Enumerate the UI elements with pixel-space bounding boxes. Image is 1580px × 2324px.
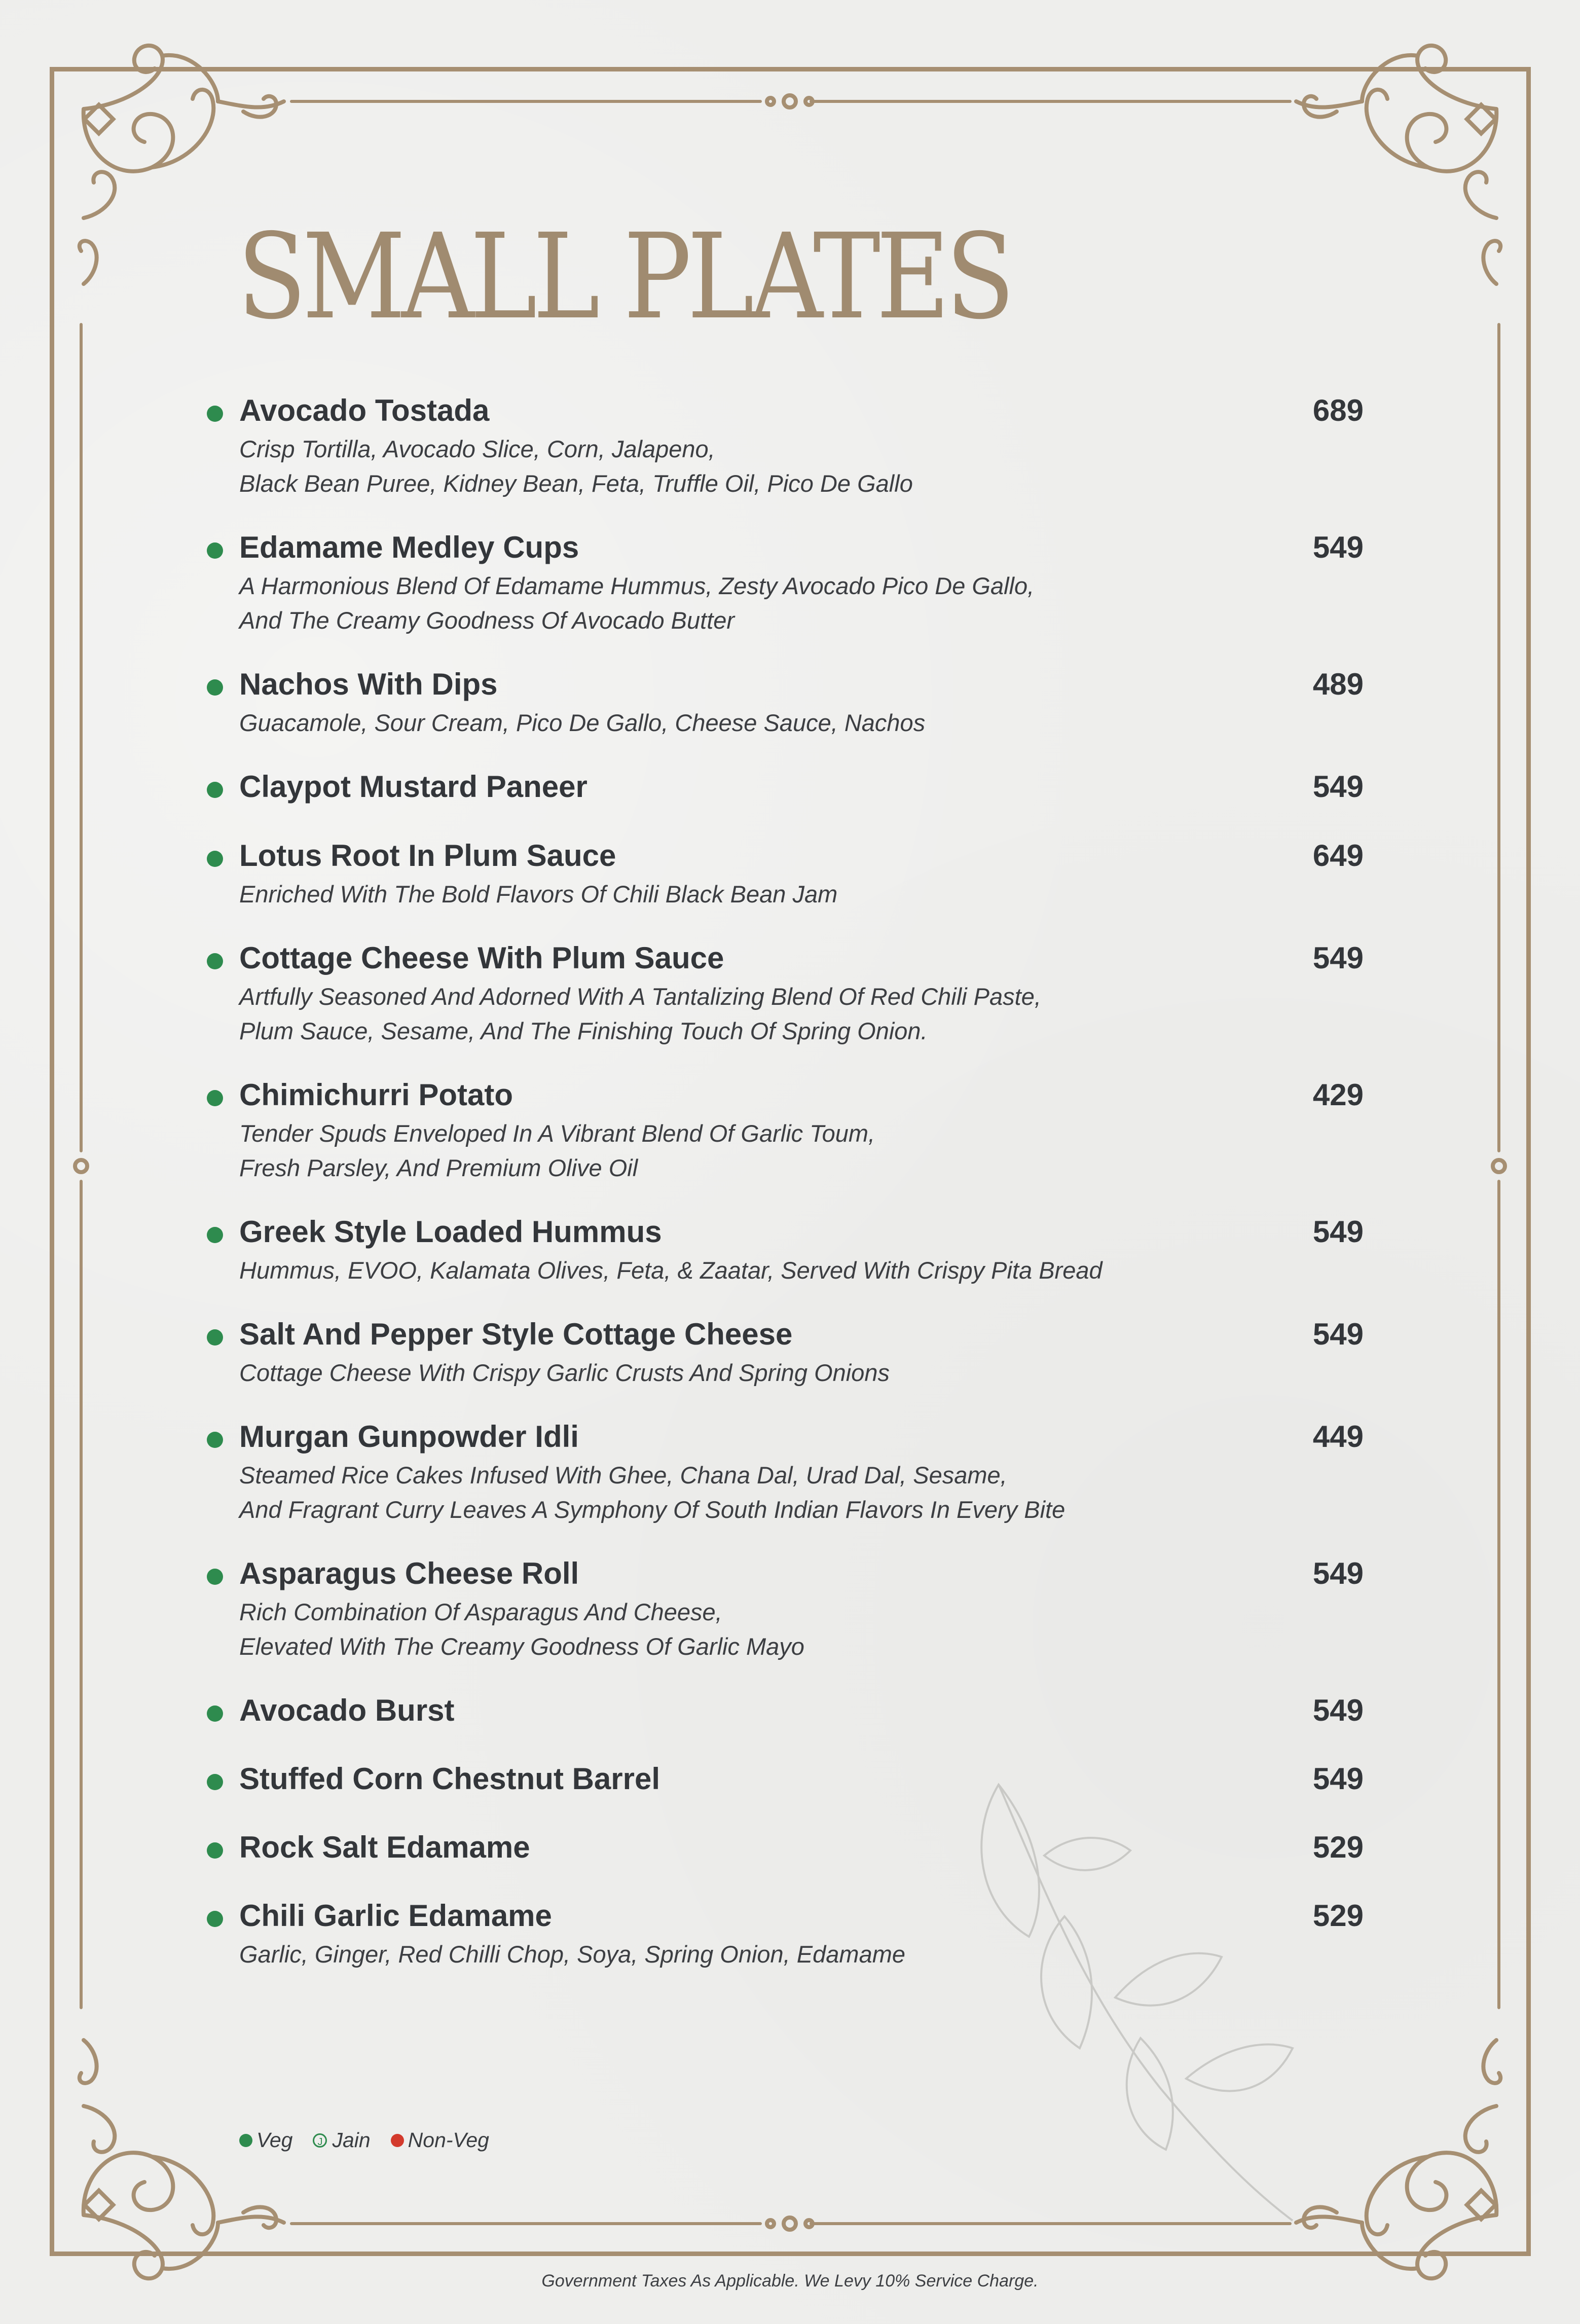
diet-legend <box>239 2128 509 2152</box>
menu-item-description <box>239 1937 905 1972</box>
veg-dot-icon <box>207 1090 223 1106</box>
menu-item-price: 449 <box>1312 1420 1364 1454</box>
veg-dot-icon <box>207 1227 223 1243</box>
menu-item-description-line: Crisp Tortilla, Avocado Slice, Corn, Jalapeno, <box>239 435 715 462</box>
veg-dot-icon <box>207 542 223 559</box>
veg-dot-icon <box>207 782 223 798</box>
menu-item-name: Avocado Tostada <box>239 393 490 427</box>
page-title: SMALL PLATES <box>237 208 1011 345</box>
menu-item-description-line: Elevated With The Creamy Goodness Of Garlic Mayo <box>239 1633 804 1660</box>
legend-veg-label: Veg <box>256 2128 293 2152</box>
menu-item-price: 529 <box>1312 1830 1364 1864</box>
menu-item-description <box>239 569 1034 638</box>
menu-item-description-line: Guacamole, Sour Cream, Pico De Gallo, Cheese Sauce, Nachos <box>239 709 926 736</box>
menu-item-name: Stuffed Corn Chestnut Barrel <box>239 1762 660 1796</box>
menu-item-name: Edamame Medley Cups <box>239 530 579 564</box>
menu-item-price: 549 <box>1312 1762 1364 1796</box>
menu-item-description <box>239 432 913 501</box>
menu-item-name: Claypot Mustard Paneer <box>239 770 587 804</box>
veg-dot-icon <box>239 2134 252 2147</box>
menu-item-description-line: Rich Combination Of Asparagus And Cheese, <box>239 1599 722 1625</box>
menu-item-description-line: Tender Spuds Enveloped In A Vibrant Blend Of Garlic Toum, <box>239 1120 875 1147</box>
menu-item-name: Rock Salt Edamame <box>239 1830 530 1864</box>
menu-item-description <box>239 706 925 740</box>
menu-item-description-line: Black Bean Puree, Kidney Bean, Feta, Truffle Oil, Pico De Gallo <box>239 470 913 497</box>
legend-jain-label: Jain <box>332 2128 371 2152</box>
menu-item-description <box>239 979 1041 1048</box>
veg-dot-icon <box>207 679 223 696</box>
menu-item-price: 689 <box>1312 393 1364 427</box>
veg-dot-icon <box>207 406 223 422</box>
menu-item-description-line: And The Creamy Goodness Of Avocado Butter <box>239 607 735 634</box>
menu-item-description-line: And Fragrant Curry Leaves A Symphony Of South Indian Flavors In Every Bite <box>239 1496 1065 1523</box>
menu-item-description <box>239 1458 1065 1527</box>
menu-item-price: 549 <box>1312 1556 1364 1590</box>
menu-item-price: 529 <box>1312 1899 1364 1933</box>
menu-item-description-line: Garlic, Ginger, Red Chilli Chop, Soya, Spring Onion, Edamame <box>239 1941 906 1968</box>
non-veg-dot-icon <box>391 2134 404 2147</box>
menu-item-name: Avocado Burst <box>239 1693 455 1727</box>
menu-item-name: Murgan Gunpowder Idli <box>239 1420 579 1454</box>
menu-item-price: 429 <box>1312 1078 1364 1112</box>
veg-dot-icon <box>207 1774 223 1790</box>
jain-mark-icon: J <box>313 2133 327 2148</box>
menu-item-name: Greek Style Loaded Hummus <box>239 1215 662 1249</box>
veg-dot-icon <box>207 851 223 867</box>
menu-item-description-line: Cottage Cheese With Crispy Garlic Crusts And Spring Onions <box>239 1359 890 1386</box>
menu-item-price: 649 <box>1312 839 1364 873</box>
veg-dot-icon <box>207 1432 223 1448</box>
menu-item-description-line: Plum Sauce, Sesame, And The Finishing Touch Of Spring Onion. <box>239 1018 928 1044</box>
menu-item-description-line: Hummus, EVOO, Kalamata Olives, Feta, & Zaatar, Served With Crispy Pita Bread <box>239 1257 1103 1284</box>
menu-item-description-line: Artfully Seasoned And Adorned With A Tantalizing Blend Of Red Chili Paste, <box>239 983 1041 1010</box>
menu-item-price: 549 <box>1312 1215 1364 1249</box>
veg-dot-icon <box>207 1329 223 1346</box>
veg-dot-icon <box>207 1569 223 1585</box>
menu-item-description <box>239 1116 875 1185</box>
menu-item-name: Chimichurri Potato <box>239 1078 513 1112</box>
menu-item-name: Nachos With Dips <box>239 667 498 701</box>
menu-item-description <box>239 1253 1103 1288</box>
menu-item-description-line: Enriched With The Bold Flavors Of Chili Black Bean Jam <box>239 881 838 907</box>
veg-dot-icon <box>207 1911 223 1927</box>
menu-item-name: Chili Garlic Edamame <box>239 1899 552 1933</box>
menu-item-price: 549 <box>1312 1317 1364 1351</box>
menu-item-description <box>239 1356 890 1390</box>
menu-item-price: 489 <box>1312 667 1364 701</box>
menu-item-price: 549 <box>1312 1693 1364 1727</box>
menu-item-price: 549 <box>1312 530 1364 564</box>
menu-item-price: 549 <box>1312 941 1364 975</box>
menu-item-description-line: Fresh Parsley, And Premium Olive Oil <box>239 1154 638 1181</box>
legend-non-veg-label: Non-Veg <box>408 2128 489 2152</box>
menu-item-name: Cottage Cheese With Plum Sauce <box>239 941 724 975</box>
menu-item-description-line: Steamed Rice Cakes Infused With Ghee, Chana Dal, Urad Dal, Sesame, <box>239 1462 1007 1488</box>
menu-item-description <box>239 877 837 912</box>
veg-dot-icon <box>207 1705 223 1722</box>
veg-dot-icon <box>207 953 223 969</box>
menu-item-description-line: A Harmonious Blend Of Edamame Hummus, Zesty Avocado Pico De Gallo, <box>239 572 1035 599</box>
menu-item-name: Lotus Root In Plum Sauce <box>239 839 616 873</box>
menu-item-name: Asparagus Cheese Roll <box>239 1556 579 1590</box>
veg-dot-icon <box>207 1842 223 1859</box>
menu-item-price: 549 <box>1312 770 1364 804</box>
tax-footer-note: Government Taxes As Applicable. We Levy 10% Service Charge. <box>541 2271 1039 2291</box>
menu-item-description <box>239 1595 804 1664</box>
menu-item-name: Salt And Pepper Style Cottage Cheese <box>239 1317 793 1351</box>
